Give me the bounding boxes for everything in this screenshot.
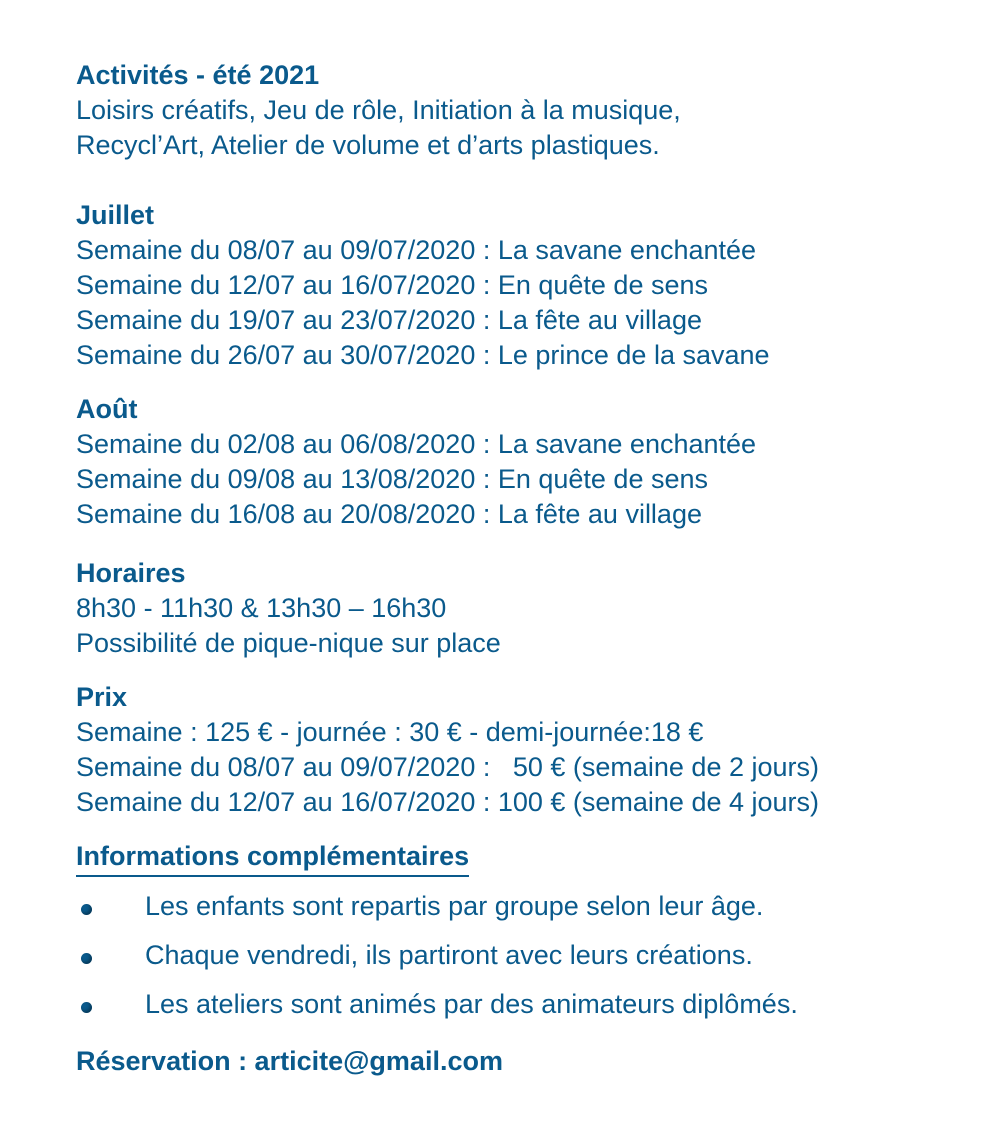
list-item bbox=[76, 987, 976, 1036]
august-week: Semaine du 16/08 au 20/08/2020 : La fête au village bbox=[76, 499, 702, 529]
info-list bbox=[76, 889, 976, 1036]
info-title: Informations complémentaires bbox=[76, 839, 469, 877]
prices-title: Prix bbox=[76, 682, 128, 712]
spacer bbox=[76, 163, 976, 198]
august-week: Semaine du 09/08 au 13/08/2020 : En quête de sens bbox=[76, 464, 708, 494]
list-item bbox=[76, 938, 976, 987]
bullet-dot-icon bbox=[81, 904, 92, 915]
spacer bbox=[76, 373, 976, 392]
reservation-contact: Réservation : articite@gmail.com bbox=[76, 1046, 503, 1076]
july-title: Juillet bbox=[76, 200, 155, 230]
july-week: Semaine du 26/07 au 30/07/2020 : Le prince de la savane bbox=[76, 340, 770, 370]
july-week: Semaine du 19/07 au 23/07/2020 : La fête au village bbox=[76, 305, 702, 335]
july-week: Semaine du 12/07 au 16/07/2020 : En quête de sens bbox=[76, 270, 708, 300]
spacer bbox=[76, 661, 976, 680]
july-week: Semaine du 08/07 au 09/07/2020 : La savane enchantée bbox=[76, 235, 757, 265]
bullet-dot-icon bbox=[81, 953, 92, 964]
hours-title: Horaires bbox=[76, 558, 186, 588]
list-item-text: Les enfants sont repartis par groupe selon leur âge. bbox=[145, 891, 764, 921]
flyer-document bbox=[76, 58, 976, 1079]
activities-line: Loisirs créatifs, Jeu de rôle, Initiation à la musique, bbox=[76, 95, 681, 125]
august-week: Semaine du 02/08 au 06/08/2020 : La savane enchantée bbox=[76, 429, 757, 459]
spacer bbox=[76, 820, 976, 839]
august-title: Août bbox=[76, 394, 138, 424]
price-line: Semaine du 12/07 au 16/07/2020 : 100 € (semaine de 4 jours) bbox=[76, 787, 820, 817]
price-line: Semaine du 08/07 au 09/07/2020 : 50 € (semaine de 2 jours) bbox=[76, 752, 820, 782]
hours-schedule: 8h30 - 11h30 & 13h30 – 16h30 bbox=[76, 593, 447, 623]
list-item-text: Les ateliers sont animés par des animateurs diplômés. bbox=[145, 989, 798, 1019]
price-line: Semaine : 125 € - journée : 30 € - demi-journée:18 € bbox=[76, 717, 704, 747]
spacer bbox=[76, 532, 976, 556]
list-item bbox=[76, 889, 976, 938]
hours-note: Possibilité de pique-nique sur place bbox=[76, 628, 501, 658]
bullet-dot-icon bbox=[81, 1002, 92, 1013]
activities-title: Activités - été 2021 bbox=[76, 60, 320, 90]
activities-line: Recycl’Art, Atelier de volume et d’arts plastiques. bbox=[76, 130, 660, 160]
list-item-text: Chaque vendredi, ils partiront avec leurs créations. bbox=[145, 940, 753, 970]
